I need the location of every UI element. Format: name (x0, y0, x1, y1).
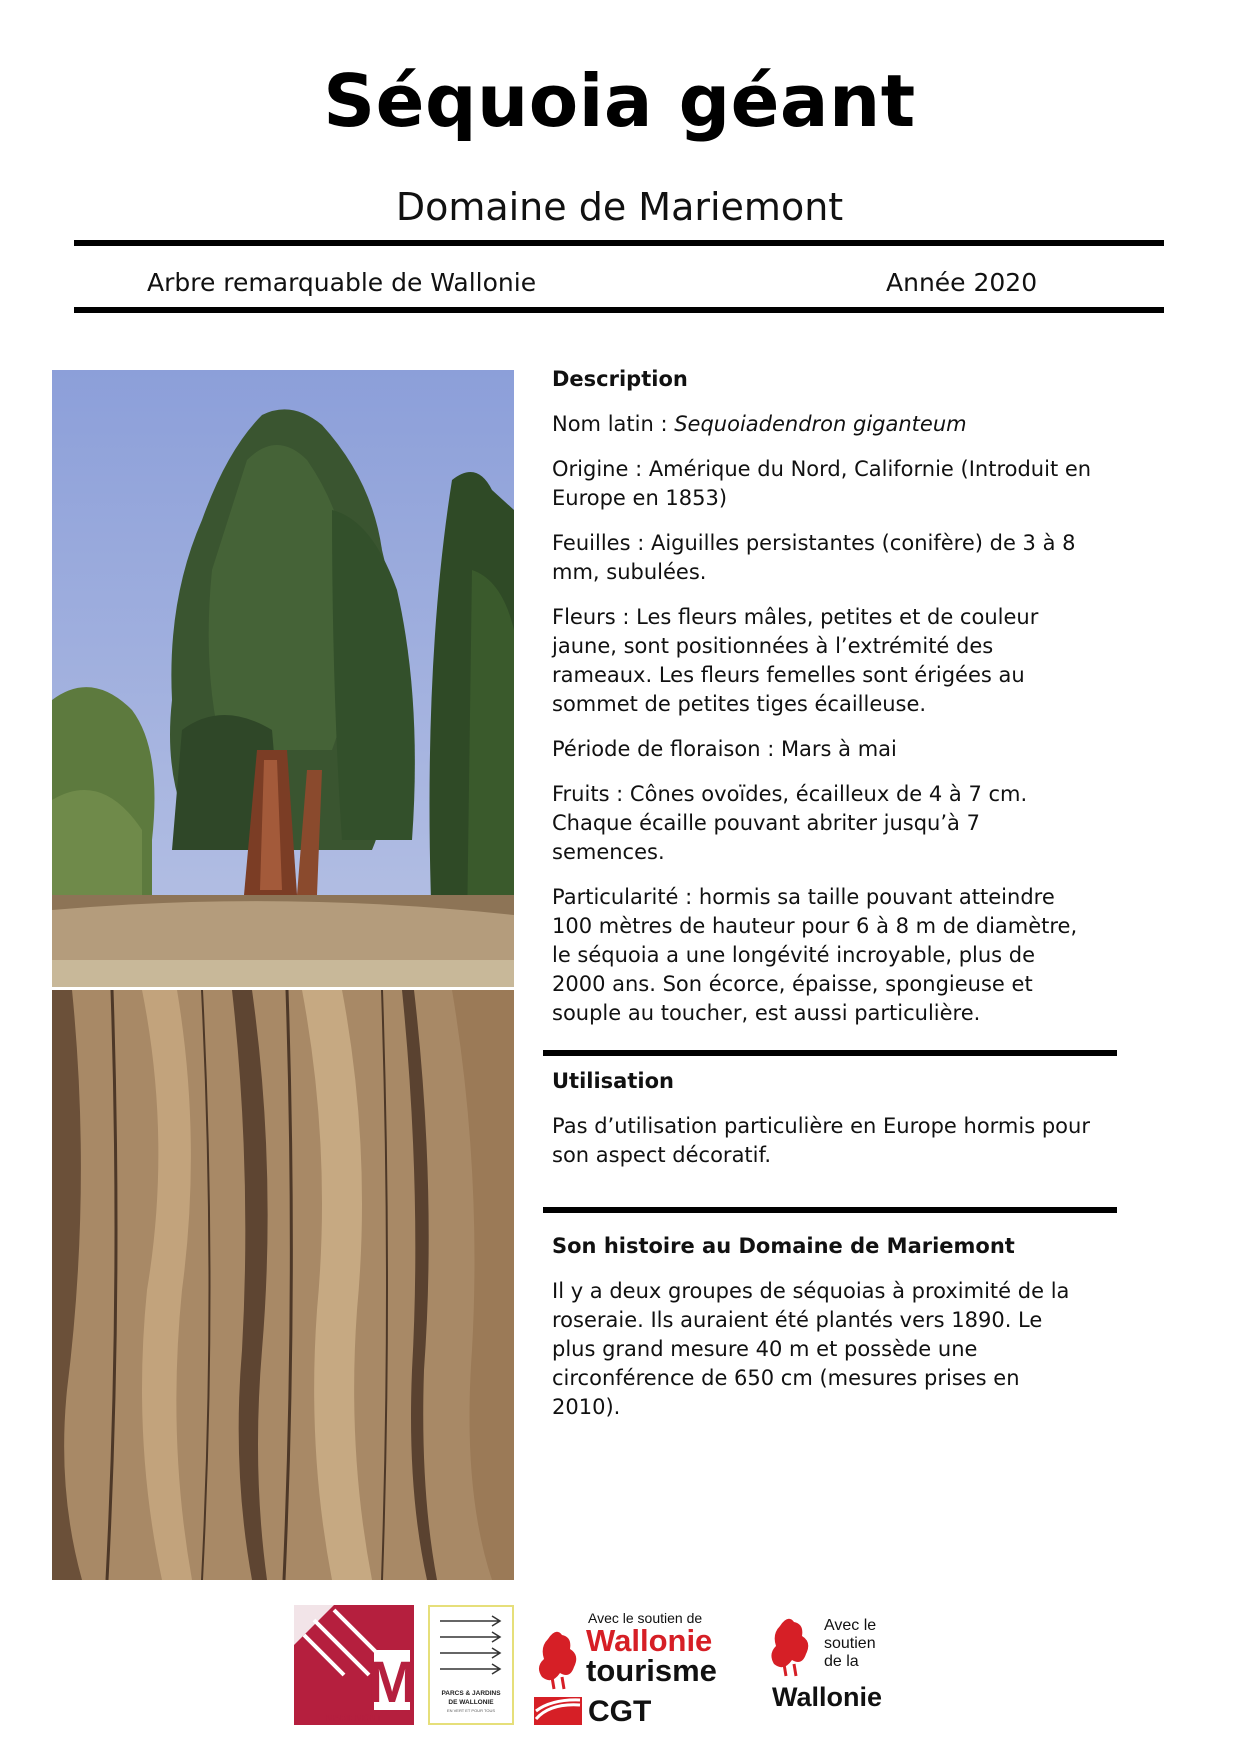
header-rule-bottom (74, 307, 1164, 313)
tree-year: Année 2020 (886, 268, 1038, 297)
history-heading: Son histoire au Domaine de Mariemont (552, 1234, 1015, 1258)
latin-name-label: Nom latin : (552, 412, 675, 436)
particularity: Particularité : hormis sa taille pouvant atteindre 100 mètres de hauteur pour 6 à 8 m de diamètre, le séquoia a une longévité incroyable, plus de 2000 ans. Son écorce, épaisse, spongieuse et souple au toucher, est aussi particulière. (552, 885, 1078, 1025)
parcs-line3: EN VERT ET POUR TOUS (446, 1708, 496, 1713)
sequoia-tree-photo (52, 370, 514, 987)
utilisation-section (552, 1067, 1092, 1186)
wal-line4: Wallonie (772, 1682, 883, 1712)
fruits: Fruits : Cônes ovoïdes, écailleux de 4 à 7 cm. Chaque écaille pouvant abriter jusqu’à 7 semences. (552, 782, 1028, 864)
mariemont-logo-word: MARIEMONT (326, 1713, 382, 1723)
cgt-line1: Avec le soutien de (588, 1610, 703, 1626)
tree-category: Arbre remarquable de Wallonie (147, 268, 537, 297)
leaves: Feuilles : Aiguilles persistantes (conifère) de 3 à 8 mm, subulées. (552, 531, 1076, 584)
section-separator (543, 1050, 1117, 1056)
header-rule-top (74, 240, 1164, 246)
sequoia-bark-photo (52, 990, 514, 1580)
description-section (552, 365, 1092, 1044)
parcs-line1: PARCS & JARDINS (441, 1690, 501, 1697)
utilisation-heading: Utilisation (552, 1069, 674, 1093)
wal-line1: Avec le (824, 1617, 877, 1634)
wallonie-support-logo (768, 1612, 908, 1727)
section-separator (543, 1207, 1117, 1213)
wal-line2: soutien (824, 1635, 876, 1652)
latin-name (552, 410, 1092, 439)
history-text: Il y a deux groupes de séquoias à proximité de la roseraie. Ils auraient été plantés vers 1890. Le plus grand mesure 40 m et possède une circonférence de 650 cm (mesures prises en 2010). (552, 1279, 1070, 1419)
parcs-line2: DE WALLONIE (448, 1699, 494, 1706)
mariemont-logo (294, 1605, 414, 1725)
flowering-period: Période de floraison : Mars à mai (552, 737, 897, 761)
utilisation-text: Pas d’utilisation particulière en Europe hormis pour son aspect décoratif. (552, 1114, 1090, 1167)
cgt-line3: tourisme (586, 1653, 717, 1688)
wal-line3: de la (824, 1653, 859, 1670)
cgt-line2: Wallonie (586, 1623, 713, 1658)
page-subtitle: Domaine de Mariemont (395, 185, 844, 229)
mariemont-logo-letter: M (367, 1650, 414, 1715)
description-heading: Description (552, 367, 688, 391)
origin: Origine : Amérique du Nord, Californie (Introduit en Europe en 1853) (552, 457, 1092, 510)
cgt-line4: CGT (588, 1695, 652, 1727)
history-section (552, 1232, 1092, 1438)
latin-name-value: Sequoiadendron giganteum (674, 412, 967, 436)
parcs-jardins-logo (428, 1605, 514, 1725)
wallonie-tourisme-cgt-logo (530, 1607, 730, 1727)
page-title: Séquoia géant (323, 59, 916, 143)
flowers: Fleurs : Les fleurs mâles, petites et de couleur jaune, sont positionnées à l’extrémité des rameaux. Les fleurs femelles sont érigées au sommet de petites tiges écailleuse. (552, 605, 1039, 716)
